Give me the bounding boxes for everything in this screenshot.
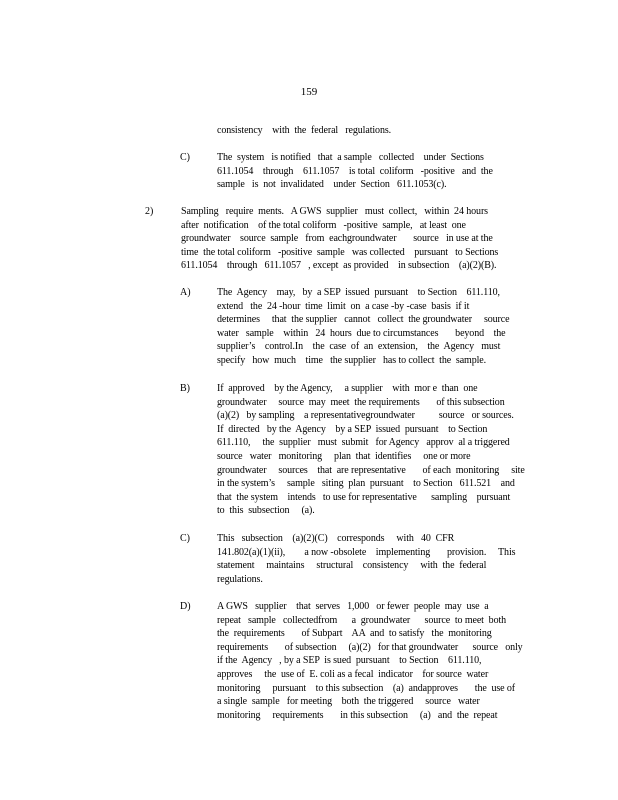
text-line: 611.1054 through 611.1057 is total coliform -positive and the <box>217 165 493 177</box>
text-line: statement maintains structural consistency with the federal <box>217 560 487 572</box>
text-line: after notification of the total coliform -positive sample, at least one <box>181 219 466 231</box>
text-line: If directed by the Agency by a SEP issued pursuant to Section <box>217 423 488 435</box>
text-line: The Agency may, by a SEP issued pursuant to Section 611.110, <box>217 287 500 298</box>
text-line: groundwater source sample from eachgroundwater source in use at the <box>181 233 493 245</box>
text-line: extend the 24 -hour time limit on a case -by -case basis if it <box>217 300 470 312</box>
text-line: monitoring requirements in this subsection (a) and the repeat <box>217 709 498 721</box>
item-text <box>217 600 523 722</box>
item-label: C) <box>180 152 190 163</box>
item-text <box>181 205 498 273</box>
text-line: specify how much time the supplier has to collect the sample. <box>217 354 487 366</box>
text-line: groundwater sources that are representative of each monitoring site <box>217 464 525 476</box>
text-line: time the total coliform -positive sample was collected pursuant to Sections <box>181 246 499 258</box>
text-line: a single sample for meeting both the triggered source water <box>217 696 480 708</box>
text-line: source water monitoring plan that identifies one or more <box>217 450 471 462</box>
text-line: 611.1054 through 611.1057 , except as provided in subsection (a)(2)(B). <box>181 260 497 272</box>
text-line: (a)(2) by sampling a representativegroundwater source or sources. <box>217 410 514 422</box>
text-line: supplier’s control.In the case of an extension, the Agency must <box>217 341 501 353</box>
text-line: if the Agency , by a SEP is sued pursuant to Section 611.110, <box>217 655 482 667</box>
text-line: The system is notified that a sample collected under Sections <box>217 152 484 163</box>
text-line: This subsection (a)(2)(C) corresponds with 40 CFR <box>217 533 455 544</box>
text-line: monitoring pursuant to this subsection (a) andapproves the use of <box>217 682 516 694</box>
text-line: consistency with the federal regulations. <box>217 125 392 136</box>
item-label: C) <box>180 533 190 544</box>
continuation-lines <box>217 124 391 138</box>
text-line: water sample within 24 hours due to circumstances beyond the <box>217 327 506 339</box>
item-text <box>217 286 509 368</box>
item-label: D) <box>180 601 191 612</box>
text-line: Sampling require ments. A GWS supplier must collect, within 24 hours <box>181 206 488 217</box>
page-number: 159 <box>300 86 318 98</box>
text-line: requirements of subsection (a)(2) for that groundwater source only <box>217 641 523 653</box>
item-label: A) <box>180 287 191 298</box>
text-line: regulations. <box>217 573 263 585</box>
text-line: determines that the supplier cannot collect the groundwater source <box>217 314 510 326</box>
item-text <box>217 382 525 518</box>
text-line: that the system intends to use for representative sampling pursuant <box>217 491 511 503</box>
item-text <box>217 532 515 586</box>
text-line: groundwater source may meet the requirements of this subsection <box>217 396 505 408</box>
text-line: repeat sample collectedfrom a groundwater source to meet both <box>217 614 507 626</box>
text-line: 141.802(a)(1)(ii), a now -obsolete implementing provision. This <box>217 546 516 558</box>
text-line: A GWS supplier that serves 1,000 or fewer people may use a <box>217 601 489 612</box>
item-label: B) <box>180 383 190 394</box>
text-line: 611.110, the supplier must submit for Agency approv al a triggered <box>217 437 510 449</box>
item-text <box>217 151 493 192</box>
item-label: 2) <box>145 206 154 217</box>
text-line: If approved by the Agency, a supplier with mor e than one <box>217 383 478 394</box>
text-line: sample is not invalidated under Section 611.1053(c). <box>217 179 447 191</box>
text-line: the requirements of Subpart AA and to satisfy the monitoring <box>217 628 492 640</box>
text-line: to this subsection (a). <box>217 505 315 517</box>
text-line: approves the use of E. coli as a fecal indicator for source water <box>217 668 489 680</box>
text-line: in the system’s sample siting plan pursuant to Section 611.521 and <box>217 478 515 490</box>
